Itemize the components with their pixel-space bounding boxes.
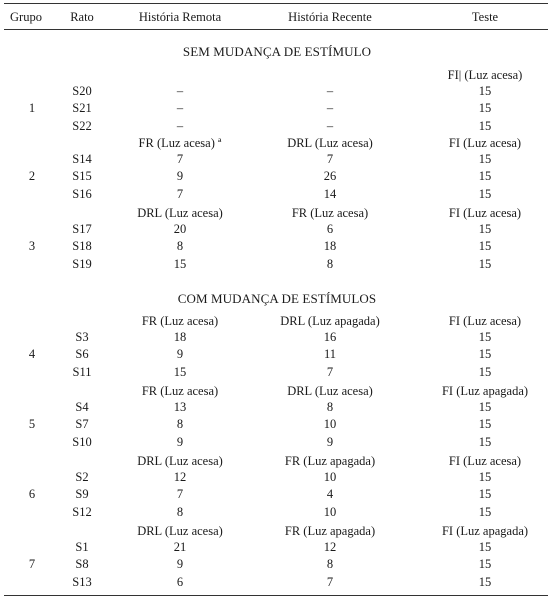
cell-teste: 15 <box>478 256 492 271</box>
cell-teste: 15 <box>478 417 492 432</box>
condition-recente: DRL (Luz acesa) <box>287 384 373 398</box>
condition-teste: FI (Luz acesa) <box>448 314 522 328</box>
bottom-rule <box>4 595 548 596</box>
cell-rato: S15 <box>72 169 92 184</box>
cell-historia-remota: 21 <box>173 540 187 554</box>
cell-rato: S12 <box>72 504 92 519</box>
cell-grupo: 3 <box>28 239 36 254</box>
condition-teste: FI (Luz acesa) <box>448 454 522 468</box>
cell-historia-recente: 10 <box>323 470 337 484</box>
cell-historia-remota: 7 <box>176 487 184 502</box>
cell-historia-remota: 7 <box>176 186 184 201</box>
condition-recente: DRL (Luz apagada) <box>280 314 380 328</box>
cell-rato: S9 <box>75 487 89 502</box>
cell-historia-recente: 4 <box>326 487 334 502</box>
cell-historia-remota: 8 <box>176 504 184 519</box>
cell-historia-remota: 8 <box>176 239 184 254</box>
cell-rato: S13 <box>72 574 92 589</box>
cell-rato: S11 <box>72 364 92 379</box>
cell-rato: S18 <box>72 239 92 254</box>
header-historia-recente: História Recente <box>288 10 372 24</box>
cell-historia-recente: 8 <box>326 256 334 271</box>
cell-historia-recente: – <box>326 118 334 133</box>
cell-grupo: 2 <box>28 169 36 184</box>
condition-remota: DRL (Luz acesa) <box>137 454 223 468</box>
cell-rato: S7 <box>75 417 89 432</box>
cell-historia-recente: 10 <box>323 417 337 432</box>
cell-teste: 15 <box>478 504 492 519</box>
cell-historia-remota: 15 <box>173 256 187 271</box>
cell-historia-remota: 9 <box>176 434 184 449</box>
section-title: COM MUDANÇA DE ESTÍMULOS <box>177 291 377 306</box>
condition-remota: DRL (Luz acesa) <box>137 206 223 220</box>
top-rule <box>4 3 548 4</box>
cell-teste: 15 <box>478 487 492 502</box>
cell-rato: S16 <box>72 186 92 201</box>
cell-historia-remota: 6 <box>176 574 184 589</box>
cell-historia-recente: 26 <box>323 169 337 184</box>
condition-teste: FI (Luz apagada) <box>441 524 529 538</box>
cell-rato: S20 <box>72 84 92 98</box>
cell-historia-remota: 8 <box>176 417 184 432</box>
cell-historia-remota: 9 <box>176 169 184 184</box>
cell-historia-remota: 7 <box>176 152 184 166</box>
cell-rato: S8 <box>75 557 89 572</box>
cell-historia-recente: 7 <box>326 152 334 166</box>
cell-teste: 15 <box>478 186 492 201</box>
condition-recente: FR (Luz apagada) <box>284 524 376 538</box>
cell-rato: S4 <box>75 400 89 414</box>
cell-teste: 15 <box>478 330 492 344</box>
cell-historia-recente: – <box>326 84 334 98</box>
cell-teste: 15 <box>478 169 492 184</box>
cell-historia-remota: 9 <box>176 347 184 362</box>
condition-teste: FI (Luz acesa) <box>448 136 522 150</box>
cell-historia-remota: 18 <box>173 330 187 344</box>
cell-historia-recente: 11 <box>323 347 337 362</box>
cell-rato: S2 <box>75 470 89 484</box>
cell-teste: 15 <box>478 574 492 589</box>
cell-teste: 15 <box>478 434 492 449</box>
header-grupo: Grupo <box>10 10 42 24</box>
cell-historia-recente: 12 <box>323 540 337 554</box>
cell-rato: S3 <box>75 330 89 344</box>
cell-grupo: 6 <box>28 487 36 502</box>
cell-historia-recente: – <box>326 101 334 116</box>
header-rule <box>4 29 548 30</box>
cell-historia-recente: 16 <box>323 330 337 344</box>
cell-historia-recente: 7 <box>326 574 334 589</box>
cell-historia-recente: 7 <box>326 364 334 379</box>
cell-grupo: 4 <box>28 347 36 362</box>
cell-teste: 15 <box>478 540 492 554</box>
cell-teste: 15 <box>478 84 492 98</box>
condition-recente: DRL (Luz acesa) <box>287 136 373 150</box>
cell-historia-remota: 20 <box>173 222 187 236</box>
condition-remota: FR (Luz acesa) <box>141 384 219 398</box>
cell-rato: S17 <box>72 222 92 236</box>
cell-rato: S21 <box>72 101 92 116</box>
cell-historia-recente: 8 <box>326 557 334 572</box>
cell-rato: S22 <box>72 118 92 133</box>
cell-teste: 15 <box>478 400 492 414</box>
cell-grupo: 5 <box>28 417 36 432</box>
cell-historia-recente: 18 <box>323 239 337 254</box>
cell-grupo: 7 <box>28 557 36 572</box>
header-teste: Teste <box>471 10 499 24</box>
cell-teste: 15 <box>478 347 492 362</box>
cell-historia-recente: 14 <box>323 186 337 201</box>
cell-grupo: 1 <box>28 101 36 116</box>
cell-rato: S19 <box>72 256 92 271</box>
condition-recente: FR (Luz acesa) <box>291 206 369 220</box>
condition-remota: DRL (Luz acesa) <box>137 524 223 538</box>
header-rato: Rato <box>70 10 94 24</box>
cell-historia-recente: 6 <box>326 222 334 236</box>
cell-historia-remota: 15 <box>173 364 187 379</box>
cell-rato: S6 <box>75 347 89 362</box>
condition-teste: FI (Luz apagada) <box>441 384 529 398</box>
cell-historia-remota: – <box>176 84 184 98</box>
cell-teste: 15 <box>478 101 492 116</box>
cell-teste: 15 <box>478 152 492 166</box>
condition-recente: FR (Luz apagada) <box>284 454 376 468</box>
section-title: SEM MUDANÇA DE ESTÍMULO <box>182 44 372 59</box>
cell-historia-recente: 9 <box>326 434 334 449</box>
cell-teste: 15 <box>478 470 492 484</box>
cell-teste: 15 <box>478 118 492 133</box>
condition-teste: FI| (Luz acesa) <box>447 68 523 82</box>
cell-historia-remota: – <box>176 118 184 133</box>
cell-rato: S10 <box>72 434 92 449</box>
cell-historia-recente: 10 <box>323 504 337 519</box>
condition-teste: FI (Luz acesa) <box>448 206 522 220</box>
cell-historia-remota: – <box>176 101 184 116</box>
cell-rato: S14 <box>72 152 92 166</box>
cell-teste: 15 <box>478 239 492 254</box>
cell-historia-remota: 13 <box>173 400 187 414</box>
header-historia-remota: História Remota <box>138 10 222 24</box>
cell-historia-remota: 9 <box>176 557 184 572</box>
cell-historia-remota: 12 <box>173 470 187 484</box>
condition-remota: FR (Luz acesa) ª <box>138 136 222 150</box>
condition-remota: FR (Luz acesa) <box>141 314 219 328</box>
cell-teste: 15 <box>478 557 492 572</box>
cell-teste: 15 <box>478 222 492 236</box>
cell-teste: 15 <box>478 364 492 379</box>
cell-historia-recente: 8 <box>326 400 334 414</box>
cell-rato: S1 <box>75 540 89 554</box>
